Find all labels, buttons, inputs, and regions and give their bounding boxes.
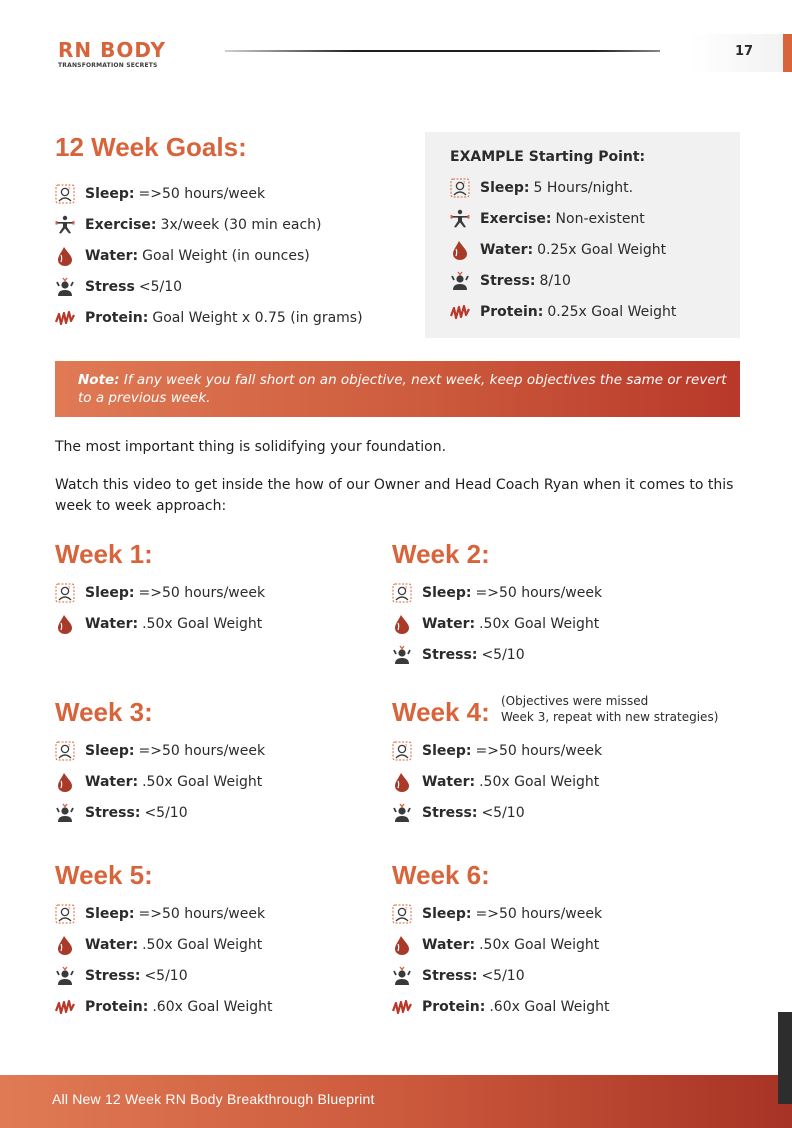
sleep-icon xyxy=(55,583,75,603)
list-item xyxy=(392,803,525,823)
water-icon xyxy=(392,614,412,634)
water-icon xyxy=(55,772,75,792)
week-4-title: Week 4: xyxy=(392,697,490,727)
list-item xyxy=(55,215,321,235)
item-value: 8/10 xyxy=(539,273,571,289)
page-number: 17 xyxy=(735,44,754,59)
item-value: .50x Goal Weight xyxy=(479,937,600,953)
sleep-icon xyxy=(450,178,470,198)
list-item xyxy=(450,240,666,260)
item-label: Protein: xyxy=(422,999,486,1015)
item-label: Stress: xyxy=(85,805,141,821)
item-value: =>50 hours/week xyxy=(475,743,603,759)
week-4-note-line-1: (Objectives were missed xyxy=(501,694,649,708)
item-label: Stress: xyxy=(480,273,536,289)
item-value: .50x Goal Weight xyxy=(142,937,263,953)
stress-icon xyxy=(392,966,412,986)
item-label: Protein: xyxy=(85,999,149,1015)
brand-logo xyxy=(58,40,178,72)
sleep-icon xyxy=(55,904,75,924)
week-2-title: Week 2: xyxy=(392,539,490,569)
list-item xyxy=(392,935,599,955)
item-label: Sleep: xyxy=(480,180,530,196)
list-item xyxy=(55,997,272,1017)
footer-text: All New 12 Week RN Body Breakthrough Blueprint xyxy=(52,1091,375,1107)
item-value: Goal Weight x 0.75 (in grams) xyxy=(152,310,363,326)
stress-icon xyxy=(55,277,75,297)
item-label: Sleep: xyxy=(85,743,135,759)
foundation-paragraph: The most important thing is solidifying your foundation. xyxy=(55,439,447,455)
item-value: 5 Hours/night. xyxy=(533,180,634,196)
list-item xyxy=(55,583,265,603)
stress-icon xyxy=(55,966,75,986)
week-4-note xyxy=(501,693,718,725)
item-label: Water: xyxy=(85,616,139,632)
note-text xyxy=(78,371,728,407)
item-value: <5/10 xyxy=(138,279,183,295)
list-item xyxy=(55,935,262,955)
exercise-icon xyxy=(450,209,470,229)
logo-subtitle: TRANSFORMATION SECRETS xyxy=(58,62,158,69)
item-label: Sleep: xyxy=(422,906,472,922)
example-title: EXAMPLE Starting Point: xyxy=(450,149,646,165)
item-label: Sleep: xyxy=(85,585,135,601)
water-icon xyxy=(450,240,470,260)
item-value: =>50 hours/week xyxy=(138,906,266,922)
list-item xyxy=(392,741,602,761)
item-value: <5/10 xyxy=(144,968,188,984)
note-label: Note: xyxy=(78,372,120,388)
protein-icon xyxy=(55,997,75,1017)
sleep-icon xyxy=(392,904,412,924)
list-item xyxy=(392,772,599,792)
stress-icon xyxy=(392,645,412,665)
item-value: =>50 hours/week xyxy=(475,906,603,922)
item-value: <5/10 xyxy=(481,805,525,821)
item-value: Non-existent xyxy=(555,211,645,227)
item-value: Goal Weight (in ounces) xyxy=(142,248,310,264)
list-item xyxy=(450,178,633,198)
week-1-title: Week 1: xyxy=(55,539,153,569)
water-icon xyxy=(55,935,75,955)
week-4-note-line-2: Week 3, repeat with new strategies) xyxy=(501,710,719,724)
list-item xyxy=(55,614,262,634)
note-body: If any week you fall short on an objective, next week, keep objectives the same or revert to a previous week. xyxy=(78,372,727,406)
item-value: 3x/week (30 min each) xyxy=(160,217,322,233)
stress-icon xyxy=(55,803,75,823)
item-label: Exercise: xyxy=(480,211,552,227)
list-item xyxy=(55,184,265,204)
item-label: Protein: xyxy=(480,304,544,320)
water-icon xyxy=(392,772,412,792)
item-value: <5/10 xyxy=(144,805,188,821)
sleep-icon xyxy=(392,583,412,603)
item-label: Water: xyxy=(422,616,476,632)
protein-icon xyxy=(392,997,412,1017)
sleep-icon xyxy=(55,741,75,761)
item-label: Stress xyxy=(85,279,135,295)
item-value: 0.25x Goal Weight xyxy=(547,304,677,320)
list-item xyxy=(392,997,609,1017)
item-label: Water: xyxy=(85,248,139,264)
sleep-icon xyxy=(55,184,75,204)
item-label: Water: xyxy=(422,937,476,953)
item-value: .50x Goal Weight xyxy=(142,774,263,790)
list-item xyxy=(55,741,265,761)
list-item xyxy=(55,772,262,792)
page-tab-accent xyxy=(783,34,792,72)
water-icon xyxy=(55,614,75,634)
item-label: Stress: xyxy=(422,805,478,821)
sleep-icon xyxy=(392,741,412,761)
list-item xyxy=(55,308,363,328)
protein-icon xyxy=(450,302,470,322)
item-label: Sleep: xyxy=(85,906,135,922)
week-5-title: Week 5: xyxy=(55,860,153,890)
item-label: Exercise: xyxy=(85,217,157,233)
item-value: <5/10 xyxy=(481,968,525,984)
goals-title: 12 Week Goals: xyxy=(55,132,247,162)
item-label: Sleep: xyxy=(422,585,472,601)
item-label: Sleep: xyxy=(422,743,472,759)
logo-main: RN BODY xyxy=(58,38,166,62)
water-icon xyxy=(55,246,75,266)
protein-icon xyxy=(55,308,75,328)
list-item xyxy=(392,614,599,634)
item-label: Protein: xyxy=(85,310,149,326)
list-item xyxy=(55,904,265,924)
item-label: Water: xyxy=(85,937,139,953)
item-value: =>50 hours/week xyxy=(138,186,266,202)
item-value: .50x Goal Weight xyxy=(479,616,600,632)
item-value: =>50 hours/week xyxy=(138,585,266,601)
list-item xyxy=(392,966,525,986)
stress-icon xyxy=(450,271,470,291)
item-label: Water: xyxy=(422,774,476,790)
item-value: =>50 hours/week xyxy=(475,585,603,601)
list-item xyxy=(450,271,571,291)
item-label: Stress: xyxy=(85,968,141,984)
list-item xyxy=(450,209,645,229)
list-item xyxy=(392,904,602,924)
list-item xyxy=(392,583,602,603)
side-tab xyxy=(778,1012,792,1104)
item-label: Stress: xyxy=(422,647,478,663)
list-item xyxy=(55,966,188,986)
item-label: Stress: xyxy=(422,968,478,984)
item-label: Water: xyxy=(85,774,139,790)
week-3-title: Week 3: xyxy=(55,697,153,727)
week-6-title: Week 6: xyxy=(392,860,490,890)
item-label: Water: xyxy=(480,242,534,258)
item-value: =>50 hours/week xyxy=(138,743,266,759)
list-item xyxy=(392,645,525,665)
list-item xyxy=(450,302,676,322)
item-value: .60x Goal Weight xyxy=(489,999,610,1015)
item-value: .50x Goal Weight xyxy=(142,616,263,632)
water-icon xyxy=(392,935,412,955)
stress-icon xyxy=(392,803,412,823)
exercise-icon xyxy=(55,215,75,235)
list-item xyxy=(55,803,188,823)
item-value: .60x Goal Weight xyxy=(152,999,273,1015)
list-item xyxy=(55,277,182,297)
video-paragraph: Watch this video to get inside the how of our Owner and Head Coach Ryan when it comes to this week to week approach: xyxy=(55,477,734,514)
list-item xyxy=(55,246,310,266)
item-label: Sleep: xyxy=(85,186,135,202)
header-divider xyxy=(225,50,660,52)
item-value: 0.25x Goal Weight xyxy=(537,242,667,258)
item-value: .50x Goal Weight xyxy=(479,774,600,790)
item-value: <5/10 xyxy=(481,647,525,663)
